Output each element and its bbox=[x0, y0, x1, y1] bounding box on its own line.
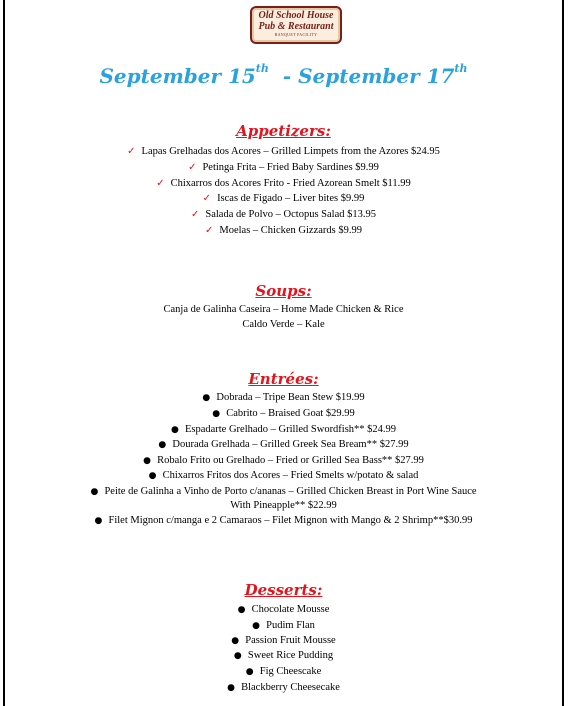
date-start: September 15 bbox=[99, 64, 256, 88]
appetizer-item: ✓ Iscas de Figado – Liver bites $9.99 bbox=[202, 193, 365, 204]
soups-heading: Soups: bbox=[255, 282, 312, 300]
bullet-icon: ● bbox=[158, 440, 167, 450]
appetizer-item: ✓ Salada de Polvo – Octopus Salad $13.95 bbox=[191, 209, 376, 220]
bullet-icon: ● bbox=[148, 471, 157, 481]
date-range-heading bbox=[5, 64, 562, 88]
logo-tagline: BANQUET FACILITY bbox=[274, 32, 318, 37]
bullet-icon: ● bbox=[90, 487, 99, 497]
entree-item-continued: With Pineapple** $22.99 bbox=[230, 500, 337, 511]
bullet-icon: ● bbox=[233, 651, 242, 661]
bullet-icon: ● bbox=[212, 409, 221, 419]
checkmark-icon: ✓ bbox=[188, 162, 197, 173]
entree-item: ● Espadarte Grelhado – Grilled Swordfish** $24.99 bbox=[170, 424, 397, 435]
dessert-item: ● Sweet Rice Pudding bbox=[233, 650, 334, 661]
appetizer-item: ✓ Moelas – Chicken Gizzards $9.99 bbox=[205, 225, 362, 236]
bullet-icon: ● bbox=[252, 621, 260, 631]
bullet-icon: ● bbox=[237, 605, 246, 615]
entree-item: ● Filet Mignon c/manga e 2 Camaraos – Filet Mignon with Mango & 2 Shrimp**$30.99 bbox=[94, 515, 473, 526]
checkmark-icon: ✓ bbox=[202, 193, 212, 204]
date-start-suffix: th bbox=[255, 62, 269, 76]
appetizer-item: ✓ Petinga Frita – Fried Baby Sardines $9.99 bbox=[188, 162, 379, 173]
bullet-icon: ● bbox=[231, 636, 240, 646]
bullet-icon: ● bbox=[245, 667, 254, 677]
checkmark-icon: ✓ bbox=[205, 225, 214, 236]
bullet-icon: ● bbox=[227, 683, 235, 693]
entree-item: ● Chixarros Fritos dos Acores – Fried Smelts w/potato & salad bbox=[148, 470, 419, 481]
entree-item: ● Dobrada – Tripe Bean Stew $19.99 bbox=[202, 392, 365, 403]
dessert-item: ● Blackberry Cheesecake bbox=[227, 682, 340, 693]
dessert-item: ● Chocolate Mousse bbox=[237, 604, 330, 615]
entree-item: ● Robalo Frito ou Grelhado – Fried or Grilled Sea Bass** $27.99 bbox=[143, 455, 424, 466]
menu-page bbox=[3, 0, 564, 706]
date-end-suffix: th bbox=[454, 62, 468, 76]
bullet-icon: ● bbox=[94, 516, 103, 526]
entree-item: ● Dourada Grelhada – Grilled Greek Sea Bream** $27.99 bbox=[158, 439, 409, 450]
soup-item: Caldo Verde – Kale bbox=[242, 319, 325, 330]
checkmark-icon: ✓ bbox=[191, 209, 200, 220]
date-separator: - bbox=[268, 64, 299, 88]
date-end: September 17 bbox=[298, 64, 455, 88]
checkmark-icon: ✓ bbox=[156, 178, 165, 189]
bullet-icon: ● bbox=[143, 456, 151, 466]
restaurant-logo bbox=[250, 6, 342, 44]
appetizer-item: ✓ Lapas Grelhadas dos Acores – Grilled Limpets from the Azores $24.95 bbox=[127, 146, 440, 157]
logo-subtitle: Pub & Restaurant bbox=[258, 21, 334, 32]
entrees-heading: Entrées: bbox=[248, 370, 319, 388]
entree-item: ● Peite de Galinha a Vinho de Porto c/ananas – Grilled Chicken Breast in Port Wine Sauce bbox=[90, 486, 477, 497]
logo-name: Old School House bbox=[258, 10, 334, 21]
soup-item: Canja de Galinha Caseira – Home Made Chicken & Rice bbox=[163, 304, 404, 315]
appetizer-item: ✓ Chixarros dos Acores Frito - Fried Azorean Smelt $11.99 bbox=[156, 178, 411, 189]
dessert-item: ● Passion Fruit Mousse bbox=[231, 635, 336, 646]
bullet-icon: ● bbox=[170, 425, 179, 435]
appetizers-heading: Appetizers: bbox=[236, 122, 331, 140]
dessert-item: ● Fig Cheescake bbox=[245, 666, 322, 677]
checkmark-icon: ✓ bbox=[127, 146, 136, 157]
bullet-icon: ● bbox=[202, 393, 211, 403]
dessert-item: ● Pudim Flan bbox=[252, 620, 315, 631]
desserts-heading: Desserts: bbox=[244, 581, 323, 599]
entree-item: ● Cabrito – Braised Goat $29.99 bbox=[212, 408, 355, 419]
